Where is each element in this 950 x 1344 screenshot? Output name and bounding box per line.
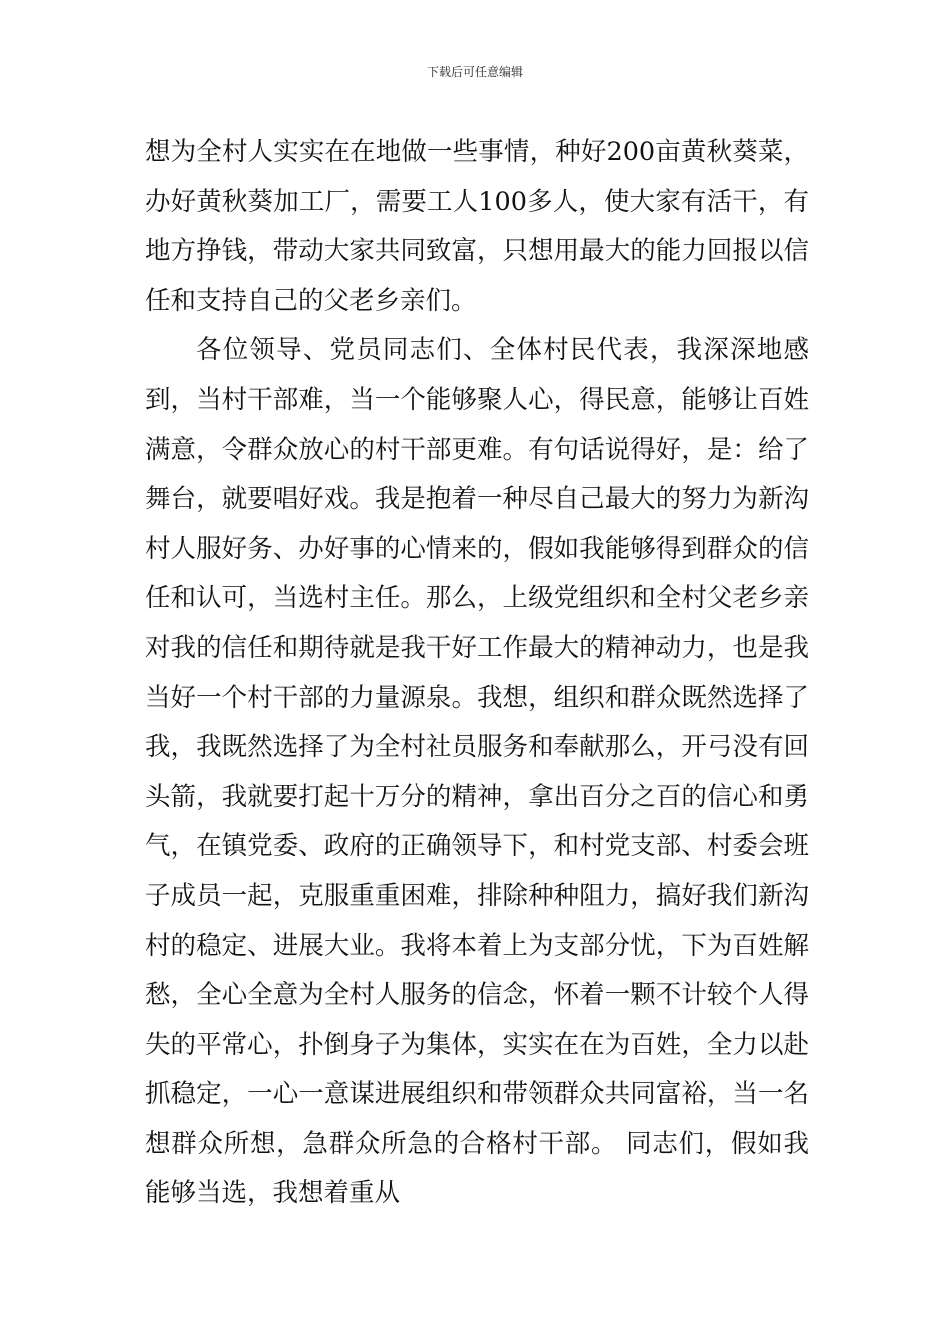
page-header: 下载后可任意编辑: [426, 65, 523, 79]
paragraph-1: 想为全村人实实在在地做一些事情，种好200亩黄秋葵菜，办好黄秋葵加工厂，需要工人100多人，使大家有活干，有地方挣钱，带动大家共同致富，只想用最大的能力回报以信任和支持自己的父老乡亲们。: [145, 137, 809, 316]
paragraph-2: 各位领导、党员同志们、全体村民代表，我深深地感到，当村干部难，当一个能够聚人心，得民意，能够让百姓满意，令群众放心的村干部更难。有句话说得好，是：给了舞台，就要唱好戏。我是抱着一种尽自己最大的努力为新沟村人服好务、办好事的心情来的，假如我能够得到群众的信任和认可，当选村主任。那么，上级党组织和全村父老乡亲对我的信任和期待就是我干好工作最大的精神动力，也是我当好一个村干部的力量源泉。我想，组织和群众既然选择了我，我既然选择了为全村社员服务和奉献那么，开弓没有回头箭，我就要打起十万分的精神，拿出百分之百的信心和勇气，在镇党委、政府的正确领导下，和村党支部、村委会班子成员一起，克服重重困难，排除种种阻力，搞好我们新沟村的稳定、进展大业。我将本着上为支部分忧，下为百姓解愁，全心全意为全村人服务的信念，怀着一颗不计较个人得失的平常心，扑倒身子为集体，实实在在为百姓，全力以赴抓稳定，一心一意谋进展组织和带领群众共同富裕，当一名想群众所想，急群众所急的合格村干部。 同志们，假如我能够当选，我想着重从: [145, 335, 809, 1209]
document-body: [145, 128, 809, 1219]
